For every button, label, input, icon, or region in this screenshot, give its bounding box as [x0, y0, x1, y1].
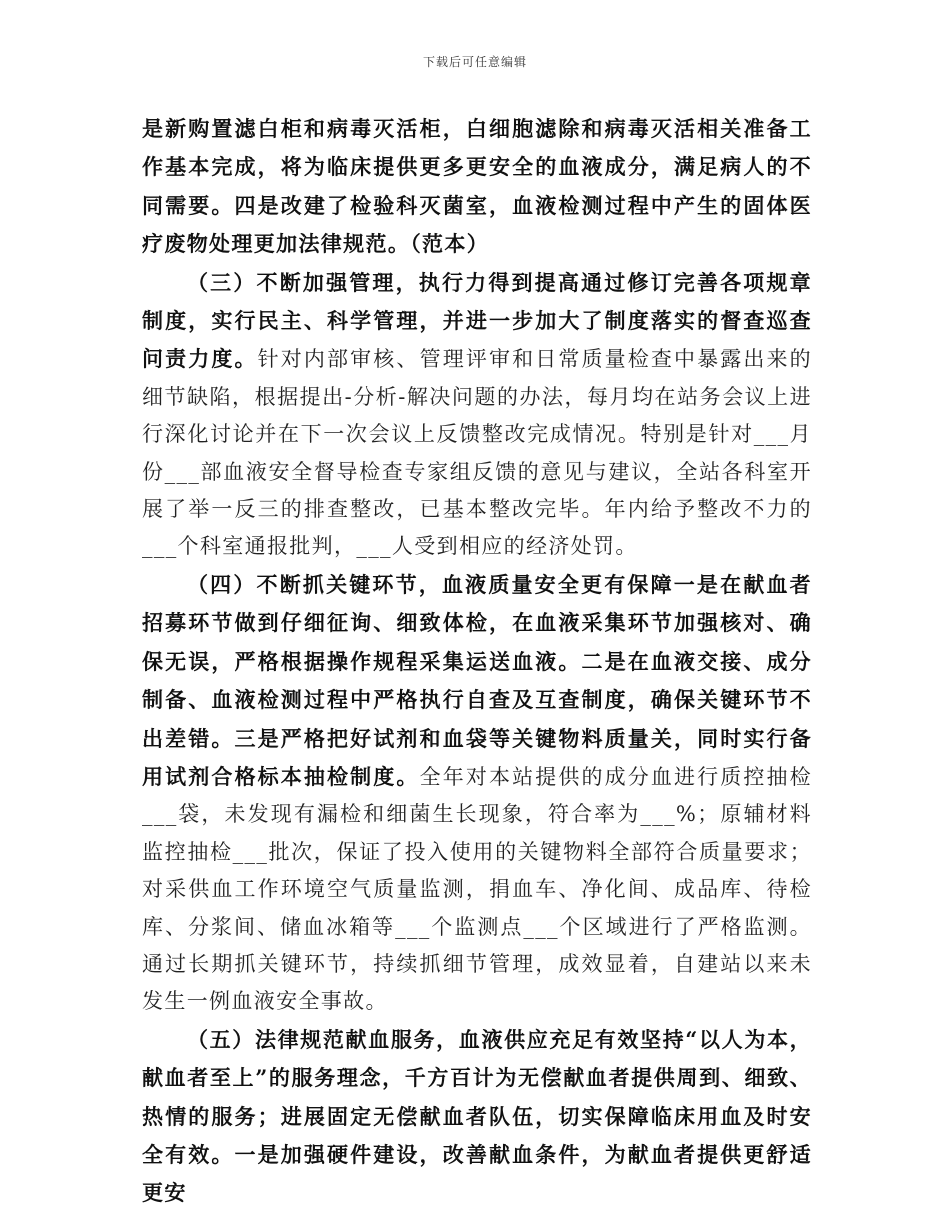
- document-body: [142, 110, 812, 1213]
- paragraph-3-bold-text: （四）不断抓关键环节，血液质量安全更有保障一是在献血者招募环节做到仔细征询、细致体检，在血液采集环节加强核对、确保无误，严格根据操作规程采集运送血液。二是在血液交接、成分制备、血液检测过程中严格执行自查及互查制度，确保关键环节不出差错。三是严格把好试剂和血袋等关键物料质量关，同时实行备用试剂合格标本抽检制度。: [142, 571, 812, 789]
- paragraph-2: [142, 264, 812, 566]
- paragraph-1-bold-text: 是新购置滤白柜和病毒灭活柜，白细胞滤除和病毒灭活相关准备工作基本完成，将为临床提供更多更安全的血液成分，满足病人的不同需要。四是改建了检验科灭菌室，血液检测过程中产生的固体医疗废物处理更加法律规范。（范本）: [142, 116, 812, 257]
- paragraph-3: [142, 566, 812, 1021]
- paragraph-4-bold-text: （五）法律规范献血服务，血液供应充足有效坚持“以人为本，献血者至上”的服务理念，千方百计为无偿献血者提供周到、细致、热情的服务；进展固定无偿献血者队伍，切实保障临床用血及时安全有效。一是加强硬件建设，改善献血条件，为献血者提供更舒适更安: [142, 1026, 812, 1206]
- paragraph-2-normal-text: 针对内部审核、管理评审和日常质量检查中暴露出来的细节缺陷，根据提出-分析-解决问题的办法，每月均在站务会议上进行深化讨论并在下一次会议上反馈整改完成情况。特别是针对___月份___部血液安全督导检查专家组反馈的意见与建议，全站各科室开展了举一反三的排查整改，已基本整改完毕。年内给予整改不力的___个科室通报批判，___人受到相应的经济处罚。: [142, 347, 812, 559]
- paragraph-4: [142, 1021, 812, 1213]
- paragraph-2-bold-text: （三）不断加强管理，执行力得到提高通过修订完善各项规章制度，实行民主、科学管理，并进一步加大了制度落实的督查巡查问责力度。: [142, 269, 812, 372]
- paragraph-1: [142, 110, 812, 264]
- page-header: 下载后可任意编辑: [422, 55, 527, 69]
- paragraph-3-normal-text: 全年对本站提供的成分血进行质控抽检___袋，未发现有漏检和细菌生长现象，符合率为___%；原辅材料监控抽检___批次，保证了投入使用的关键物料全部符合质量要求；对采供血工作环境空气质量监测，捐血车、净化间、成品库、待检库、分浆间、储血冰箱等___个监测点___个区域进行了严格监测。通过长期抓关键环节，持续抓细节管理，成效显着，自建站以来未发生一例血液安全事故。: [142, 764, 812, 1014]
